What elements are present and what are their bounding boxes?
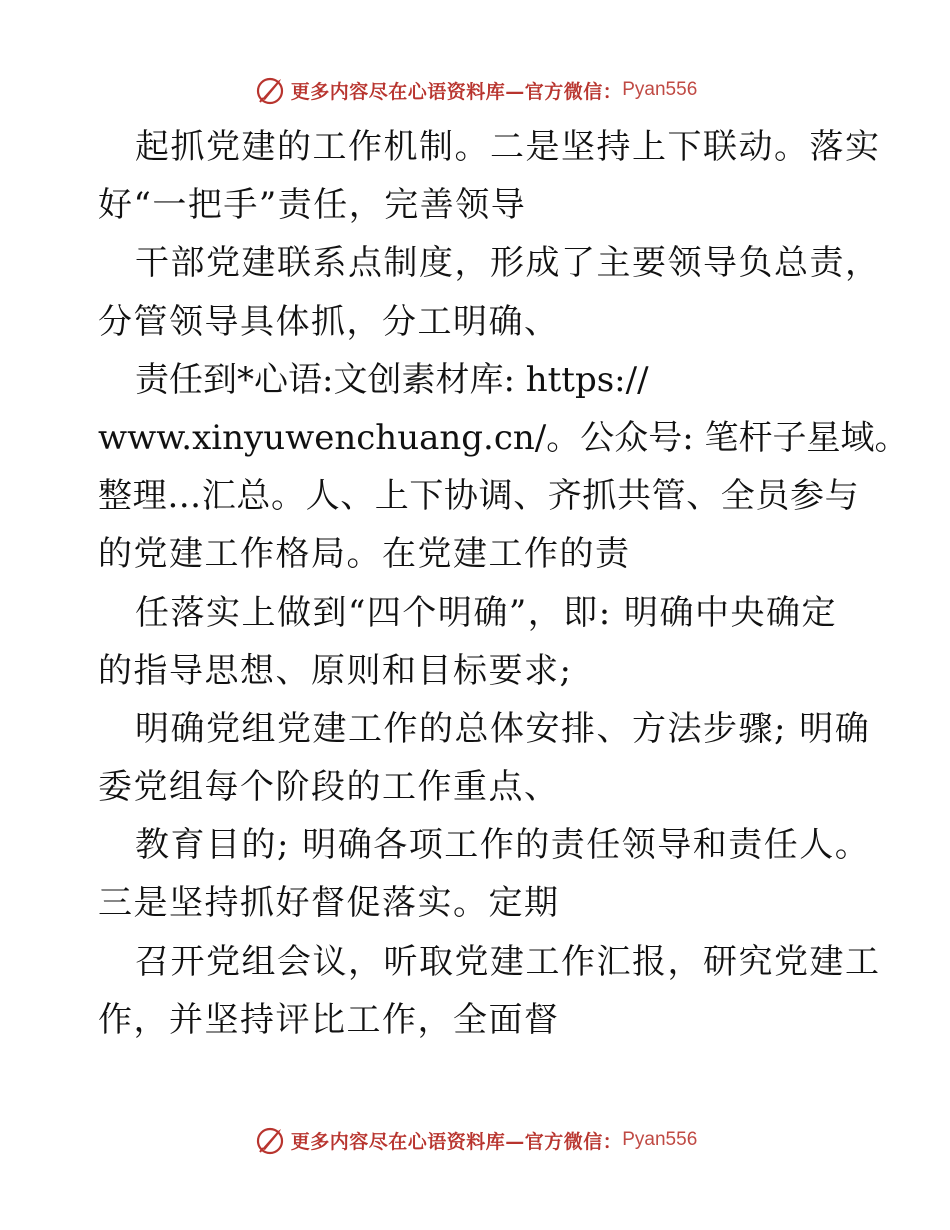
document-body bbox=[98, 118, 909, 1049]
header-banner-contact: Pyan556 bbox=[622, 79, 698, 100]
body-line: 责任到*心语:文创素材库: https:// bbox=[135, 359, 649, 400]
footer-banner-contact: Pyan556 bbox=[622, 1129, 698, 1150]
body-line: 的指导思想、原则和目标要求; bbox=[98, 650, 573, 691]
body-line: 整理…汇总。人、上下协调、齐抓共管、全员参与 bbox=[98, 476, 860, 517]
body-line: 明确党组党建工作的总体安排、方法步骤; 明确 bbox=[135, 708, 871, 749]
footer-banner-text: 更多内容尽在心语资料库—官方微信： bbox=[290, 1130, 623, 1153]
body-line: 委党组每个阶段的工作重点、 bbox=[98, 767, 560, 808]
footer-watermark-banner bbox=[0, 1120, 950, 1160]
body-line: 教育目的; 明确各项工作的责任领导和责任人。 bbox=[135, 825, 871, 866]
body-line: 起抓党建的工作机制。二是坚持上下联动。落实 bbox=[135, 127, 881, 167]
body-line: 作，并坚持评比工作，全面督 bbox=[98, 999, 560, 1040]
header-watermark-banner bbox=[0, 70, 950, 110]
body-line: 分管领导具体抓，分工明确、 bbox=[98, 301, 560, 342]
header-banner-text: 更多内容尽在心语资料库—官方微信： bbox=[290, 80, 623, 103]
body-line: 召开党组会议，听取党建工作汇报，研究党建工 bbox=[135, 941, 881, 982]
body-line: 三是坚持抓好督促落实。定期 bbox=[98, 883, 560, 924]
body-line: 的党建工作格局。在党建工作的责 bbox=[98, 534, 631, 575]
body-line: www.xinyuwenchuang.cn/。公众号: 笔杆子星域。 bbox=[98, 417, 909, 458]
body-line: 任落实上做到“四个明确”，即: 明确中央确定 bbox=[135, 592, 838, 633]
quill-logo-icon bbox=[253, 1123, 287, 1157]
quill-logo-icon bbox=[253, 73, 287, 107]
body-line: 干部党建联系点制度，形成了主要领导负总责， bbox=[135, 243, 881, 284]
body-line: 好“一把手”责任，完善领导 bbox=[98, 185, 527, 226]
